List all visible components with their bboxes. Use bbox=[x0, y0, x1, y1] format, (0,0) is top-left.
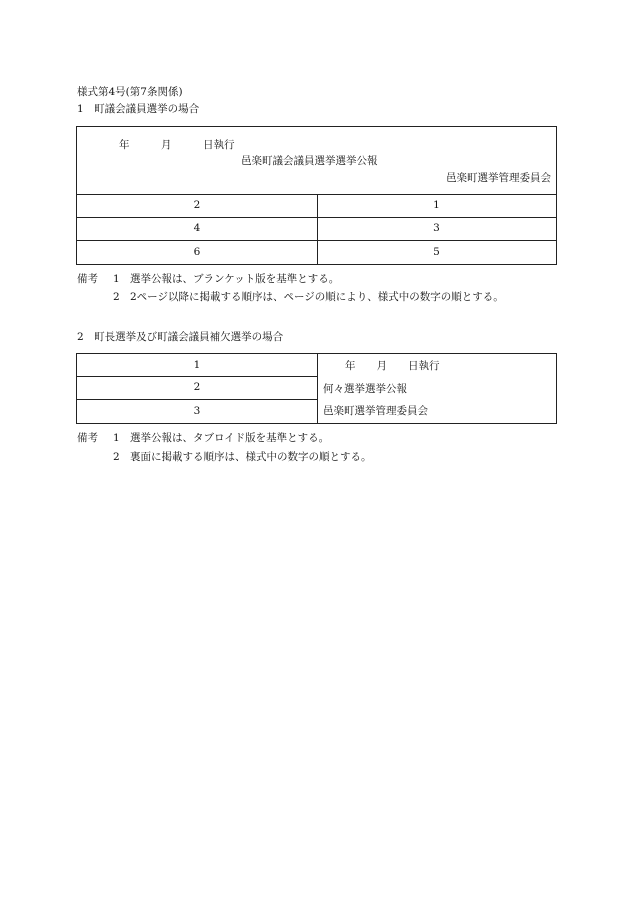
section1-issuer: 邑楽町選挙管理委員会 bbox=[446, 172, 551, 184]
section2-remark-text: 選挙公報は、タブロイド版を基準とする。 bbox=[130, 432, 330, 444]
section2-remarks-label: 備考 bbox=[77, 432, 98, 444]
section2-column-divider bbox=[317, 354, 318, 423]
section1-remarks-label: 備考 bbox=[77, 273, 98, 285]
section1-publication-title: 邑楽町議会議員選挙選挙公報 bbox=[241, 155, 378, 167]
section1-remark-text: 2ページ以降に掲載する順序は、ページの順により、様式中の数字の順とする。 bbox=[130, 291, 504, 303]
section1-heading: 1 町議会議員選挙の場合 bbox=[77, 103, 200, 115]
section1-remark-number: 2 bbox=[113, 291, 120, 303]
section2-remark-number: 1 bbox=[113, 432, 120, 444]
section2-cell-page: 3 bbox=[193, 405, 201, 417]
section1-remark-text: 選挙公報は、ブランケット版を基準とする。 bbox=[130, 273, 340, 285]
section2-issuer: 邑楽町選挙管理委員会 bbox=[323, 405, 428, 417]
section1-cell-page: 5 bbox=[433, 246, 440, 258]
section2-date-line: 年 月 日執行 bbox=[345, 360, 440, 372]
section1-cell-page: 4 bbox=[193, 222, 201, 234]
section2-cell-page: 1 bbox=[193, 359, 201, 371]
section2-table bbox=[76, 353, 557, 424]
section1-table bbox=[76, 126, 557, 265]
section1-cell-page: 3 bbox=[433, 222, 440, 234]
section2-publication-title: 何々選挙選挙公報 bbox=[323, 383, 407, 395]
form-title: 様式第4号(第7条関係) bbox=[77, 86, 183, 98]
section2-heading: 2 町長選挙及び町議会議員補欠選挙の場合 bbox=[77, 331, 284, 343]
section1-cell-page: 6 bbox=[193, 246, 201, 258]
section2-remark-text: 裏面に掲載する順序は、様式中の数字の順とする。 bbox=[130, 451, 372, 463]
section2-remark-number: 2 bbox=[113, 451, 120, 463]
section1-cell-page: 2 bbox=[193, 199, 201, 211]
section2-cell-page: 2 bbox=[193, 381, 201, 393]
section1-date-line: 年 月 日執行 bbox=[119, 139, 235, 151]
section1-cell-page: 1 bbox=[433, 199, 440, 211]
section1-remark-number: 1 bbox=[113, 273, 120, 285]
